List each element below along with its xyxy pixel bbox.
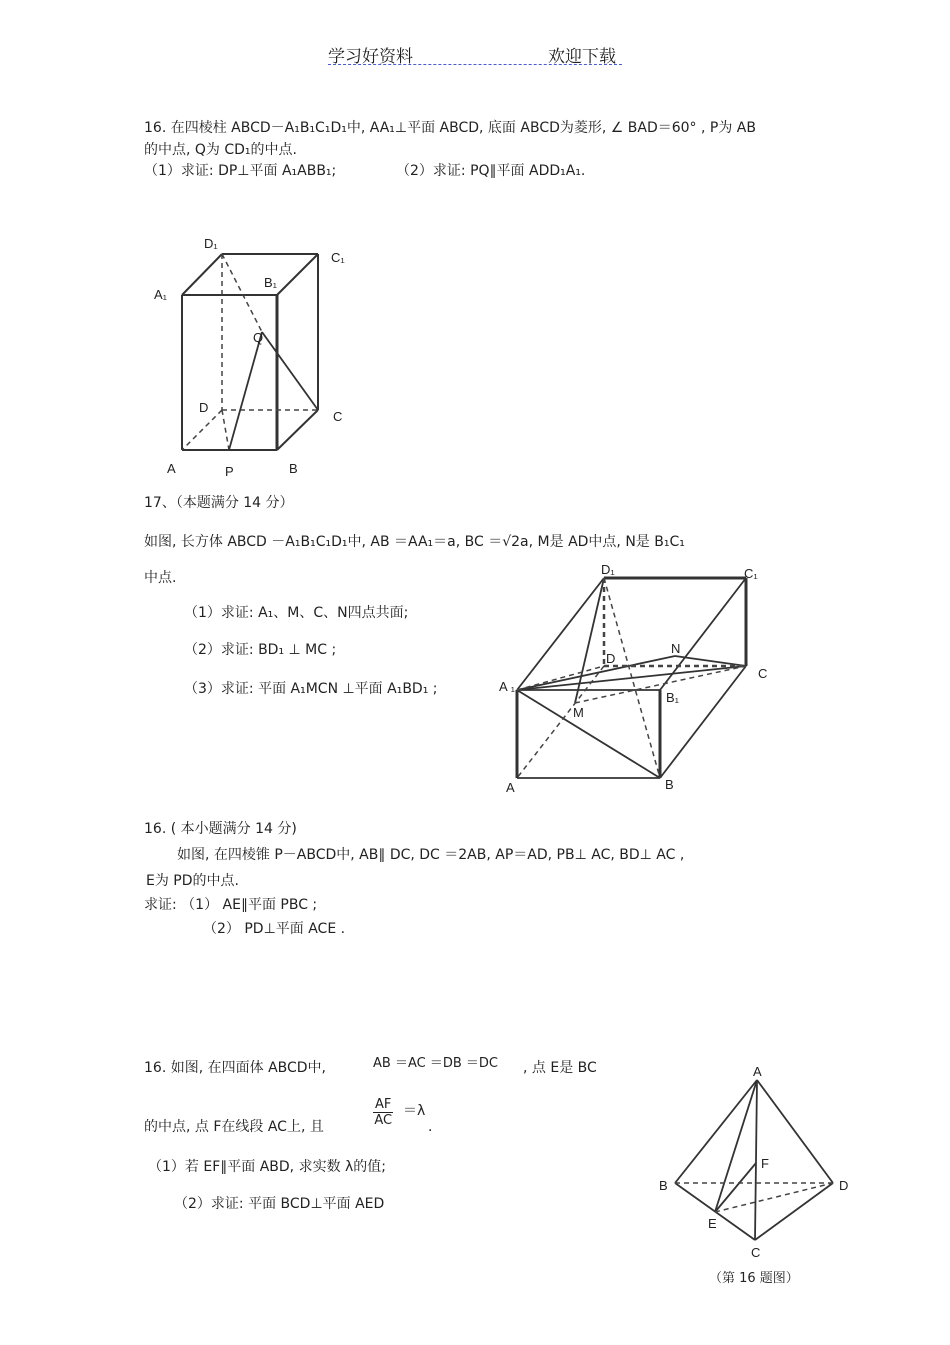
p1-question-1: （1）求证: DP⊥平面 A₁ABB₁; [144, 163, 337, 179]
p3-question-2: （2） PD⊥平面 ACE . [203, 921, 346, 937]
p1-label-c: C [333, 409, 343, 424]
p2-label-a1: A ₁ [499, 679, 515, 694]
p1-label-q: Q [253, 330, 264, 345]
p3-question-1: 求证: （1） AE∥平面 PBC ; [144, 897, 318, 913]
p2-label-d1: D₁ [601, 562, 615, 577]
p3-line1: 如图, 在四棱锥 P－ABCD中, AB∥ DC, DC ＝2AB, AP＝AD, PB⊥ AC, BD⊥ AC , [177, 847, 685, 863]
p4-fraction-rhs: ＝λ [403, 1103, 426, 1119]
p2-line2: 中点. [144, 570, 177, 586]
p1-line2: 的中点, Q为 CD₁的中点. [144, 142, 297, 158]
p1-label-a1: A₁ [154, 287, 168, 302]
p4-label-d: D [839, 1178, 849, 1193]
p2-label-d: D [606, 651, 616, 666]
p4-line1-a: 16. 如图, 在四面体 ABCD中, [144, 1060, 327, 1076]
p2-line1: 如图, 长方体 ABCD －A₁B₁C₁D₁中, AB ＝AA₁＝a, BC ＝√2a, M是 AD中点, N是 B₁C₁ [144, 534, 685, 550]
p1-label-p: P [225, 464, 234, 479]
p3-title: 16. ( 本小题满分 14 分) [144, 821, 297, 837]
p4-question-1: （1）若 EF∥平面 ABD, 求实数 λ的值; [148, 1159, 387, 1175]
p2-label-b: B [665, 777, 674, 792]
p1-label-d1: D₁ [204, 236, 218, 251]
p4-label-c: C [751, 1245, 761, 1260]
p2-label-n: N [671, 641, 681, 656]
header-right: 欢迎下载 [548, 47, 616, 67]
p1-label-b: B [289, 461, 298, 476]
p4-label-a: A [753, 1064, 762, 1079]
p1-label-d: D [199, 400, 209, 415]
p2-question-2: （2）求证: BD₁ ⊥ MC ; [184, 642, 337, 658]
p4-line2-b: . [428, 1119, 433, 1135]
p4-fraction-numerator: AF [375, 1097, 392, 1112]
p4-figure-caption: （第 16 题图） [709, 1271, 799, 1286]
p1-question-2: （2）求证: PQ∥平面 ADD₁A₁. [396, 163, 586, 179]
p2-question-1: （1）求证: A₁、M、C、N四点共面; [184, 605, 409, 621]
p2-label-b1: B₁ [666, 690, 680, 705]
p4-label-b: B [659, 1178, 668, 1193]
p4-equation: AB ＝AC ＝DB ＝DC [373, 1056, 498, 1071]
p4-label-f: F [761, 1156, 769, 1171]
p1-label-c1: C₁ [331, 250, 345, 265]
p3-line2: E为 PD的中点. [146, 873, 239, 889]
p2-question-3: （3）求证: 平面 A₁MCN ⊥平面 A₁BD₁ ; [184, 681, 438, 697]
p2-label-c1: C₁ [744, 566, 758, 581]
p4-label-e: E [708, 1216, 717, 1231]
p4-line1-b: , 点 E是 BC [523, 1060, 597, 1076]
header-left: 学习好资料 [328, 47, 413, 67]
p4-fraction-denominator: AC [374, 1113, 393, 1128]
p2-label-a: A [506, 780, 515, 795]
p4-line2-a: 的中点, 点 F在线段 AC上, 且 [144, 1119, 324, 1135]
p1-line1: 16. 在四棱柱 ABCD－A₁B₁C₁D₁中, AA₁⊥平面 ABCD, 底面 ABCD为菱形, ∠ BAD＝60° , P为 AB [144, 120, 756, 136]
p2-label-c: C [758, 666, 768, 681]
p1-label-a: A [167, 461, 176, 476]
p1-label-b1: B₁ [264, 275, 278, 290]
p4-question-2: （2）求证: 平面 BCD⊥平面 AED [174, 1196, 385, 1212]
p2-label-m: M [573, 705, 584, 720]
p2-title: 17、（本题满分 14 分） [144, 495, 294, 511]
